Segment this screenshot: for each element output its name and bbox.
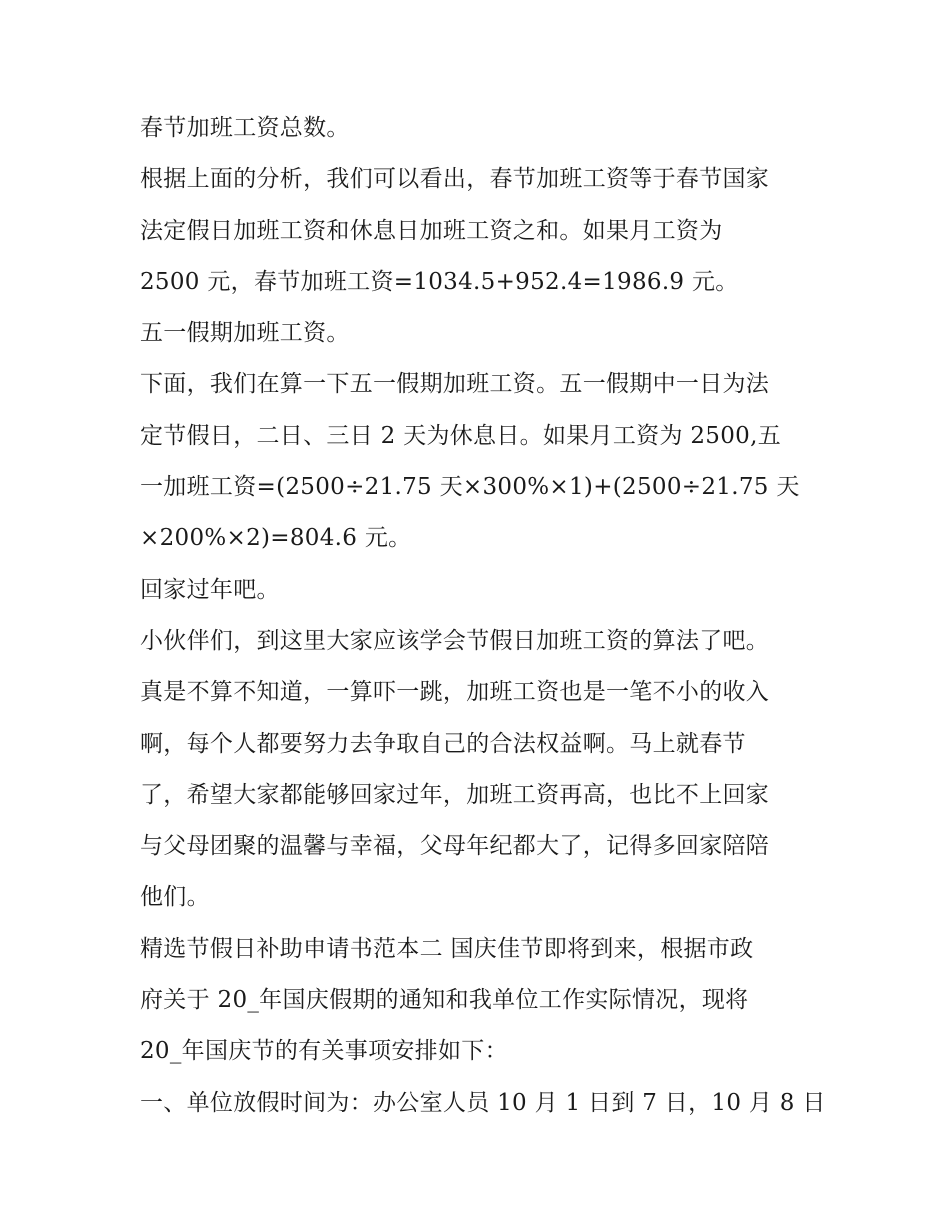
text-line: 一加班工资=(2500÷21.75 天×300%×1)+(2500÷21.75 天 [140, 474, 800, 501]
text-line: 精选节假日补助申请书范本二 国庆佳节即将到来，根据市政 [140, 935, 754, 962]
text-line: 下面，我们在算一下五一假期加班工资。五一假期中一日为法 [140, 371, 770, 398]
text-line: 一、单位放假时间为：办公室人员 10 月 1 日到 7 日，10 月 8 日 [140, 1089, 826, 1116]
text-line: 真是不算不知道，一算吓一跳，加班工资也是一笔不小的收入 [140, 679, 770, 706]
text-line: 五一假期加班工资。 [140, 320, 350, 347]
text-line: 20_年国庆节的有关事项安排如下： [140, 1038, 508, 1065]
text-line: ×200%×2)=804.6 元。 [140, 525, 412, 552]
text-line: 法定假日加班工资和休息日加班工资之和。如果月工资为 [140, 217, 723, 244]
text-line: 春节加班工资总数。 [140, 115, 350, 141]
text-line: 定节假日，二日、三日 2 天为休息日。如果月工资为 2500,五 [140, 422, 782, 449]
text-line: 根据上面的分析，我们可以看出，春节加班工资等于春节国家 [140, 166, 770, 193]
text-line: 府关于 20_年国庆假期的通知和我单位工作实际情况，现将 [140, 987, 749, 1014]
text-line: 他们。 [140, 884, 210, 911]
text-line: 回家过年吧。 [140, 576, 280, 603]
text-line: 与父母团聚的温馨与幸福，父母年纪都大了，记得多回家陪陪 [140, 833, 770, 860]
document-body [140, 103, 826, 1129]
text-line: 2500 元，春节加班工资=1034.5+952.4=1986.9 元。 [140, 268, 739, 295]
text-line: 小伙伴们，到这里大家应该学会节假日加班工资的算法了吧。 [140, 627, 770, 654]
text-line: 了，希望大家都能够回家过年，加班工资再高，也比不上回家 [140, 781, 770, 808]
text-line: 啊，每个人都要努力去争取自己的合法权益啊。马上就春节 [140, 730, 746, 757]
